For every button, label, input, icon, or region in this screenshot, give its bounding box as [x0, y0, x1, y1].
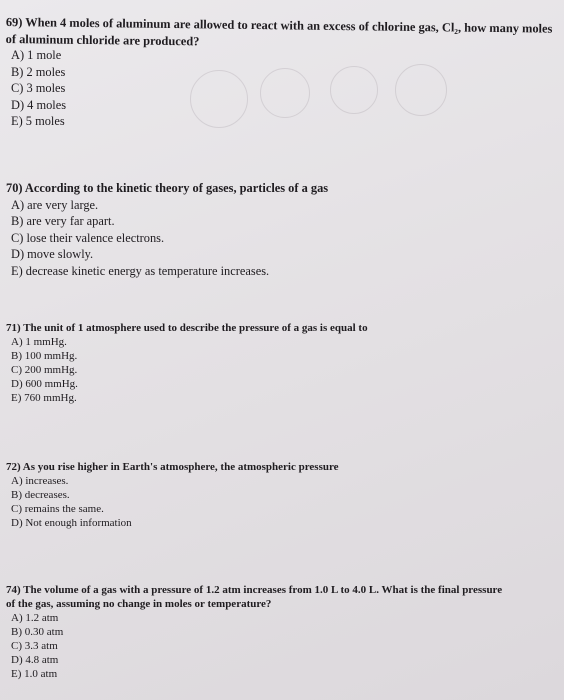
- question-74: [6, 583, 562, 681]
- question-69-stem-line-2: of aluminum chloride are produced?: [5, 31, 200, 48]
- question-71-options: [6, 335, 562, 405]
- question-69-stem-line-1: 69) When 4 moles of aluminum are allowed to react with an excess of chlorine gas, Cl₂, how many moles: [5, 14, 553, 36]
- answer-option-a[interactable]: A) increases.: [11, 475, 69, 487]
- question-70: [6, 180, 562, 279]
- question-74-options: [6, 611, 562, 681]
- question-72: [6, 460, 562, 530]
- question-71-stem: 71) The unit of 1 atmosphere used to describe the pressure of a gas is equal to: [6, 322, 368, 334]
- answer-option-d[interactable]: D) 600 mmHg.: [11, 378, 78, 390]
- answer-option-e[interactable]: E) 5 moles: [11, 114, 65, 128]
- answer-option-c[interactable]: C) 200 mmHg.: [11, 364, 78, 376]
- question-72-stem: 72) As you rise higher in Earth's atmosphere, the atmospheric pressure: [6, 461, 339, 473]
- question-69-stem: [6, 14, 562, 54]
- answer-option-d[interactable]: D) 4.8 atm: [11, 654, 59, 666]
- answer-option-e[interactable]: E) decrease kinetic energy as temperature increases.: [11, 263, 270, 278]
- answer-option-d[interactable]: D) move slowly.: [11, 247, 94, 261]
- answer-option-a[interactable]: A) 1 mole: [11, 48, 62, 62]
- answer-option-c[interactable]: C) 3.3 atm: [11, 640, 58, 652]
- question-71: [6, 321, 562, 405]
- answer-option-b[interactable]: B) are very far apart.: [11, 214, 115, 228]
- answer-option-c[interactable]: C) lose their valence electrons.: [11, 230, 165, 245]
- answer-option-a[interactable]: A) 1.2 atm: [11, 612, 59, 624]
- answer-option-c[interactable]: C) 3 moles: [11, 81, 66, 95]
- question-70-options: [6, 197, 562, 280]
- answer-option-b[interactable]: B) 2 moles: [11, 64, 66, 79]
- answer-option-e[interactable]: E) 760 mmHg.: [11, 392, 77, 404]
- answer-option-e[interactable]: E) 1.0 atm: [11, 668, 58, 680]
- question-69-options: [6, 47, 562, 130]
- answer-option-a[interactable]: A) 1 mmHg.: [11, 336, 67, 348]
- answer-option-a[interactable]: A) are very large.: [11, 197, 99, 212]
- answer-option-b[interactable]: B) 100 mmHg.: [11, 350, 78, 362]
- question-74-stem-line-2: of the gas, assuming no change in moles or temperature?: [6, 598, 272, 610]
- question-74-stem-line-1: 74) The volume of a gas with a pressure of 1.2 atm increases from 1.0 L to 4.0 L. What is the final pressure: [6, 584, 503, 596]
- answer-option-b[interactable]: B) 0.30 atm: [11, 626, 64, 638]
- answer-option-c[interactable]: C) remains the same.: [11, 503, 104, 515]
- question-69: [6, 14, 562, 130]
- question-72-options: [6, 474, 562, 530]
- answer-option-b[interactable]: B) decreases.: [11, 489, 70, 501]
- question-70-stem: 70) According to the kinetic theory of gases, particles of a gas: [6, 181, 329, 195]
- answer-option-d[interactable]: D) 4 moles: [11, 97, 67, 112]
- answer-option-d[interactable]: D) Not enough information: [11, 517, 132, 529]
- question-74-stem: [6, 583, 562, 611]
